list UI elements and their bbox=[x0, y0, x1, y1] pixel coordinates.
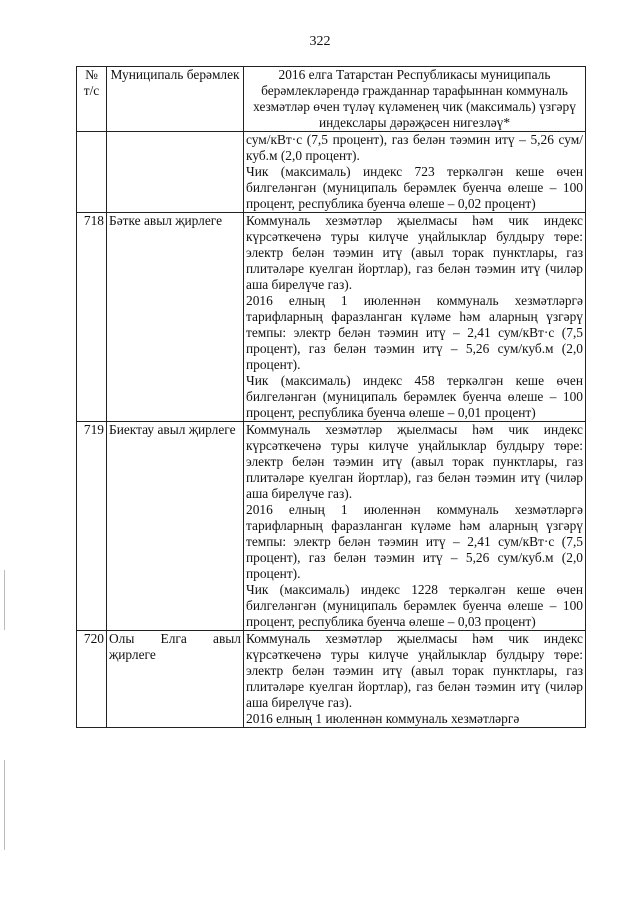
table-row bbox=[77, 422, 586, 631]
header-municipality: Муниципаль берәмлек bbox=[107, 67, 244, 132]
justification-paragraph: Чик (максималь) индекс 458 теркәлгән кеше өчен билгеләнгән (муниципаль берәмлек буенча өлеше – 100 процент, республика буенча өлеше – 0,01 процент) bbox=[246, 373, 583, 420]
municipality-name: Олы Елга авыл җирлеге bbox=[107, 631, 244, 728]
row-number: 718 bbox=[77, 213, 107, 422]
justification-cell bbox=[244, 631, 586, 728]
row-number: 719 bbox=[77, 422, 107, 631]
municipality-name: Биектау авыл җирлеге bbox=[107, 422, 244, 631]
municipality-name bbox=[107, 132, 244, 213]
justification-paragraph: 2016 елның 1 июленнән коммуналь хезмәтләргә тарифларның фаразланган күләме һәм аларның үзгәрү темпы: электр белән тәэмин итү – 2,41 сум/кВт·с (7,5 процент), газ белән тәэмин итү – 5,26 сум/куб.м (2,0 процент). bbox=[246, 293, 583, 372]
justification-paragraph: 2016 елның 1 июленнән коммуналь хезмәтләргә bbox=[246, 711, 520, 726]
table-header-row bbox=[77, 67, 586, 132]
justification-paragraph: 2016 елның 1 июленнән коммуналь хезмәтләргә тарифларның фаразланган күләме һәм аларның үзгәрү темпы: электр белән тәэмин итү – 2,41 сум/кВт·с (7,5 процент), газ белән тәэмин итү – 5,26 сум/куб.м (2,0 процент). bbox=[246, 502, 583, 581]
justification-paragraph: Коммуналь хезмәтләр җыелмасы һәм чик индекс күрсәткеченә туры килүче уңайлыклар булдыру төре: электр белән тәэмин итү (авыл торак пунктлары, газ плитәләре куелган йортлар), газ белән тәэмин итү (чиләр аша бирелүче газ). bbox=[246, 631, 583, 710]
municipality-name: Бәтке авыл җирлеге bbox=[107, 213, 244, 422]
header-number: № т/с bbox=[77, 67, 107, 132]
justification-paragraph: Чик (максималь) индекс 723 теркәлгән кеше өчен билгеләнгән (муниципаль берәмлек буенча өлеше – 100 процент, республика буенча өлеше – 0,02 процент) bbox=[246, 164, 583, 211]
row-number bbox=[77, 132, 107, 213]
justification-paragraph: Чик (максималь) индекс 1228 теркәлгән кеше өчен билгеләнгән (муниципаль берәмлек буенча өлеше – 100 процент, республика буенча өлеше – 0,03 процент) bbox=[246, 582, 583, 629]
header-justification: 2016 елга Татарстан Республикасы муниципаль берәмлекләрендә гражданнар тарафыннан коммуналь хезмәтләр өчен түләү күләменең чик (максималь) үзгәрү индекслары дәрәҗәсен нигезләү* bbox=[244, 67, 586, 132]
municipal-index-table bbox=[76, 66, 586, 728]
justification-paragraph: сум/кВт·с (7,5 процент), газ белән тәэмин итү – 5,26 сум/куб.м (2,0 процент). bbox=[246, 132, 583, 163]
scan-edge-mark bbox=[4, 570, 5, 630]
table-row bbox=[77, 132, 586, 213]
page-number: 322 bbox=[309, 34, 331, 49]
justification-cell bbox=[244, 422, 586, 631]
table-row bbox=[77, 213, 586, 422]
justification-paragraph: Коммуналь хезмәтләр җыелмасы һәм чик индекс күрсәткеченә туры килүче уңайлыклар булдыру төре: электр белән тәэмин итү (авыл торак пунктлары, газ плитәләре куелган йортлар), газ белән тәэмин итү (чиләр аша бирелүче газ). bbox=[246, 422, 583, 501]
justification-cell bbox=[244, 132, 586, 213]
row-number: 720 bbox=[77, 631, 107, 728]
justification-cell bbox=[244, 213, 586, 422]
justification-paragraph: Коммуналь хезмәтләр җыелмасы һәм чик индекс күрсәткеченә туры килүче уңайлыклар булдыру төре: электр белән тәэмин итү (авыл торак пунктлары, газ плитәләре куелган йортлар), газ белән тәэмин итү (чиләр аша бирелүче газ). bbox=[246, 213, 583, 292]
scan-edge-mark bbox=[4, 760, 5, 850]
table-row bbox=[77, 631, 586, 728]
